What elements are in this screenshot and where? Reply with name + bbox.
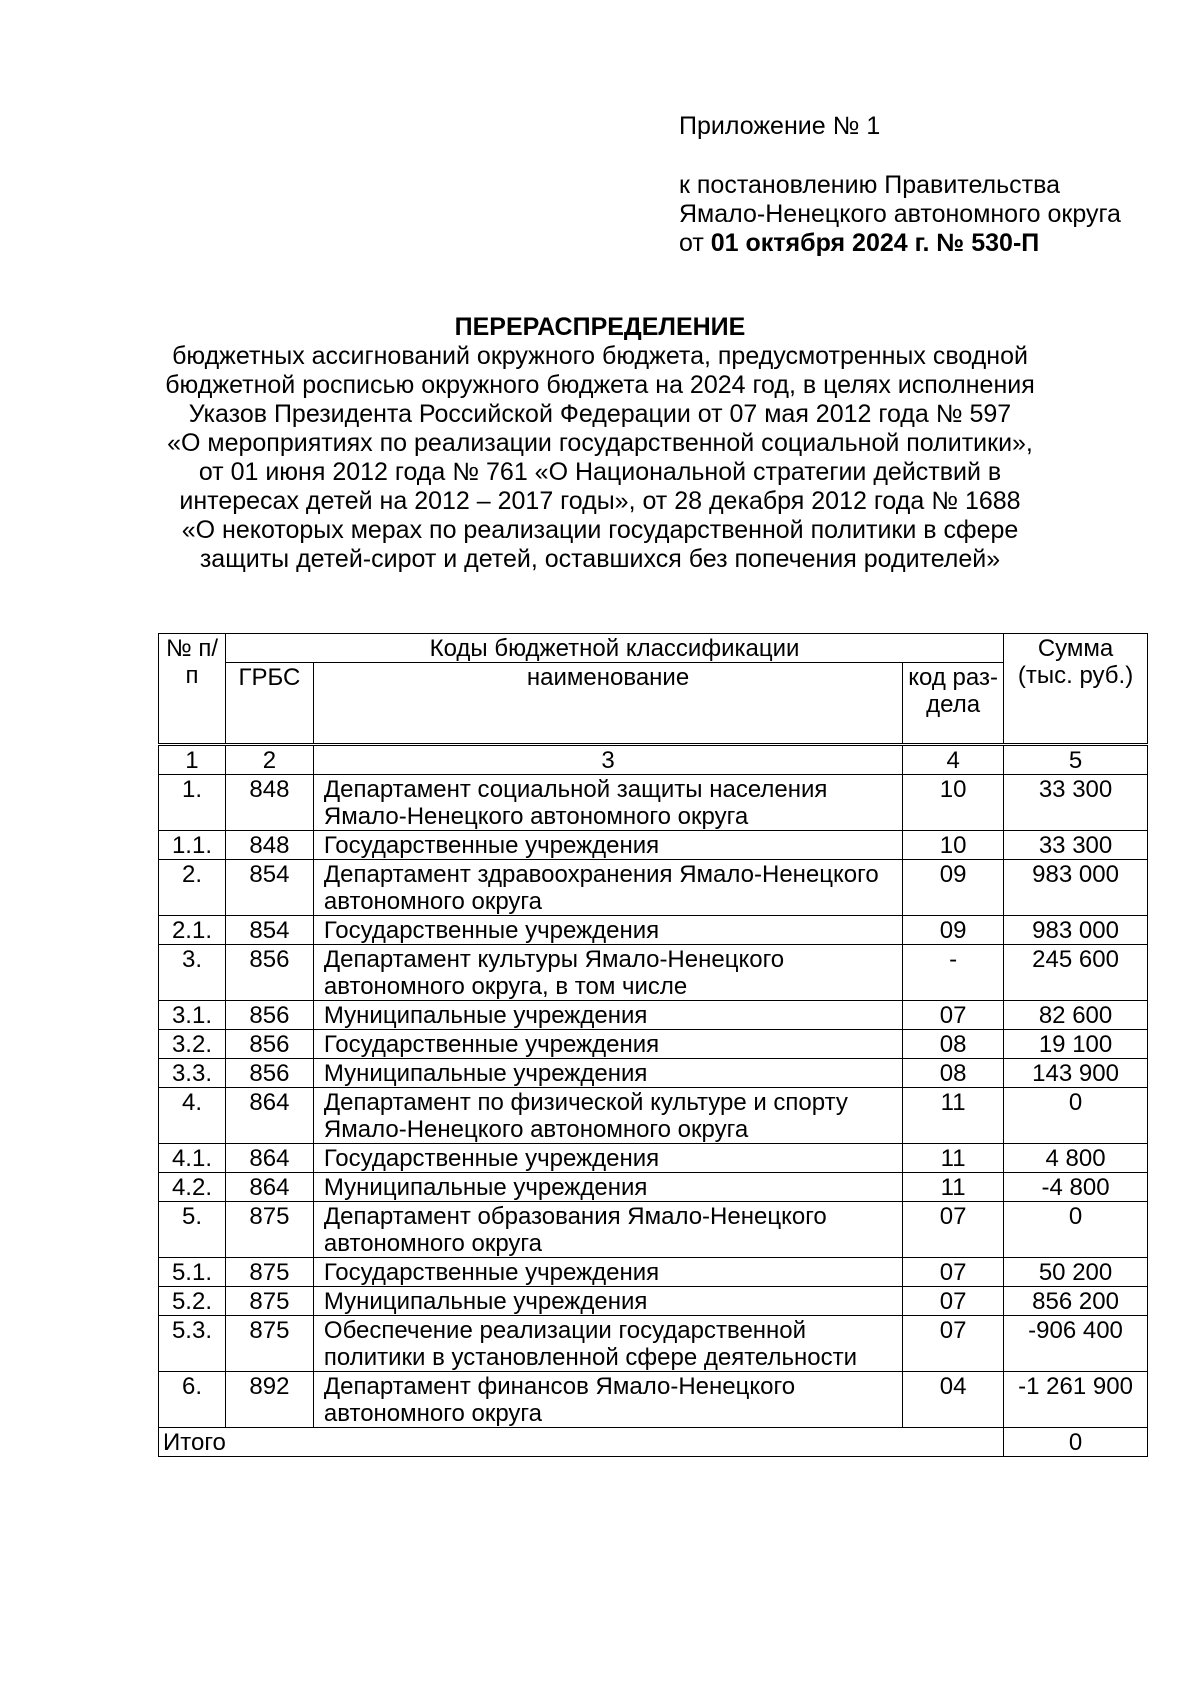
grbs-code: 856 xyxy=(225,1030,313,1059)
row-sum: 856 200 xyxy=(1004,1287,1148,1316)
table-row xyxy=(159,1030,1148,1059)
row-name: Муниципальные учреждения xyxy=(313,1287,902,1316)
row-sum: 33 300 xyxy=(1004,831,1148,860)
row-name: Муниципальные учреждения xyxy=(313,1001,902,1030)
grbs-code: 856 xyxy=(225,945,313,1001)
section-code: 07 xyxy=(903,1287,1004,1316)
section-code: - xyxy=(903,945,1004,1001)
table-row xyxy=(159,860,1148,916)
row-sum: 983 000 xyxy=(1004,916,1148,945)
grbs-code: 875 xyxy=(225,1287,313,1316)
section-code: 07 xyxy=(903,1001,1004,1030)
header-name: наименование xyxy=(313,663,902,745)
heading-line: интересах детей на 2012 – 2017 годы», от 28 декабря 2012 года № 1688 xyxy=(179,487,1021,515)
row-name: Обеспечение реализации государственной политики в установленной сфере деятельности xyxy=(313,1316,902,1372)
row-number: 5.2. xyxy=(159,1287,226,1316)
section-code: 10 xyxy=(903,831,1004,860)
table-row xyxy=(159,1372,1148,1428)
row-name: Государственные учреждения xyxy=(313,1030,902,1059)
column-number-cell: 4 xyxy=(903,745,1004,775)
appendix-block xyxy=(679,112,1121,258)
row-sum: 983 000 xyxy=(1004,860,1148,916)
table-row xyxy=(159,1144,1148,1173)
row-sum: 0 xyxy=(1004,1202,1148,1258)
row-name: Департамент культуры Ямало-Ненецкого автономного округа, в том числе xyxy=(313,945,902,1001)
table-row xyxy=(159,831,1148,860)
appendix-line-2: Ямало-Ненецкого автономного округа xyxy=(679,200,1121,228)
heading-line: бюджетной росписью окружного бюджета на 2024 год, в целях исполнения xyxy=(165,371,1035,399)
row-number: 3.3. xyxy=(159,1059,226,1088)
grbs-code: 864 xyxy=(225,1088,313,1144)
row-name: Государственные учреждения xyxy=(313,831,902,860)
row-name: Государственные учреждения xyxy=(313,1258,902,1287)
heading-line: защиты детей-сирот и детей, оставшихся без попечения родителей» xyxy=(199,545,1001,573)
row-sum: 245 600 xyxy=(1004,945,1148,1001)
column-number-cell: 1 xyxy=(159,745,226,775)
grbs-code: 875 xyxy=(225,1258,313,1287)
grbs-code: 875 xyxy=(225,1316,313,1372)
heading-line: от 01 июня 2012 года № 761 «О Национальной стратегии действий в xyxy=(198,458,1002,486)
table-row xyxy=(159,945,1148,1001)
grbs-code: 892 xyxy=(225,1372,313,1428)
header-sum: Сумма (тыс. руб.) xyxy=(1004,634,1148,745)
grbs-code: 856 xyxy=(225,1001,313,1030)
heading-line: «О некоторых мерах по реализации государственной политики в сфере xyxy=(181,516,1019,544)
grbs-code: 848 xyxy=(225,831,313,860)
row-number: 4. xyxy=(159,1088,226,1144)
header-section: код раз-дела xyxy=(903,663,1004,745)
row-sum: -906 400 xyxy=(1004,1316,1148,1372)
row-sum: 4 800 xyxy=(1004,1144,1148,1173)
section-code: 07 xyxy=(903,1258,1004,1287)
appendix-date-number: 01 октября 2024 г. № 530-П xyxy=(710,229,1040,257)
row-name: Муниципальные учреждения xyxy=(313,1059,902,1088)
row-name: Муниципальные учреждения xyxy=(313,1173,902,1202)
table-row xyxy=(159,775,1148,831)
grbs-code: 854 xyxy=(225,916,313,945)
grbs-code: 856 xyxy=(225,1059,313,1088)
row-number: 5.3. xyxy=(159,1316,226,1372)
table-row xyxy=(159,1202,1148,1258)
table-row xyxy=(159,1173,1148,1202)
row-number: 3. xyxy=(159,945,226,1001)
row-number: 4.1. xyxy=(159,1144,226,1173)
row-number: 5.1. xyxy=(159,1258,226,1287)
heading-text xyxy=(120,342,1080,574)
total-row xyxy=(159,1428,1148,1457)
grbs-code: 864 xyxy=(225,1173,313,1202)
table-row xyxy=(159,1258,1148,1287)
table-row xyxy=(159,1088,1148,1144)
row-sum: 82 600 xyxy=(1004,1001,1148,1030)
row-sum: -1 261 900 xyxy=(1004,1372,1148,1428)
heading-line: «О мероприятиях по реализации государственной социальной политики», xyxy=(167,429,1033,457)
row-number: 6. xyxy=(159,1372,226,1428)
row-number: 5. xyxy=(159,1202,226,1258)
grbs-code: 854 xyxy=(225,860,313,916)
section-code: 09 xyxy=(903,916,1004,945)
section-code: 11 xyxy=(903,1173,1004,1202)
table-row xyxy=(159,1059,1148,1088)
row-sum: -4 800 xyxy=(1004,1173,1148,1202)
row-number: 2.1. xyxy=(159,916,226,945)
table-row xyxy=(159,1316,1148,1372)
section-code: 08 xyxy=(903,1030,1004,1059)
header-codes: Коды бюджетной классификации xyxy=(225,634,1003,663)
row-name: Департамент финансов Ямало-Ненецкого автономного округа xyxy=(313,1372,902,1428)
table-row xyxy=(159,1001,1148,1030)
column-number-cell: 3 xyxy=(313,745,902,775)
section-code: 07 xyxy=(903,1316,1004,1372)
row-sum: 50 200 xyxy=(1004,1258,1148,1287)
row-number: 1. xyxy=(159,775,226,831)
document-heading xyxy=(120,313,1080,574)
appendix-line-1: к постановлению Правительства xyxy=(679,171,1061,199)
section-code: 07 xyxy=(903,1202,1004,1258)
redistribution-table xyxy=(158,633,1148,1457)
table-header-row-2 xyxy=(159,663,1148,745)
section-code: 09 xyxy=(903,860,1004,916)
section-code: 11 xyxy=(903,1088,1004,1144)
total-label: Итого xyxy=(159,1428,1004,1457)
section-code: 08 xyxy=(903,1059,1004,1088)
header-num: № п/п xyxy=(159,634,226,745)
appendix-title: Приложение № 1 xyxy=(679,112,881,140)
row-name: Государственные учреждения xyxy=(313,1144,902,1173)
table-header-row-1 xyxy=(159,634,1148,663)
row-number: 1.1. xyxy=(159,831,226,860)
row-number: 2. xyxy=(159,860,226,916)
column-number-cell: 5 xyxy=(1004,745,1148,775)
row-sum: 0 xyxy=(1004,1088,1148,1144)
section-code: 10 xyxy=(903,775,1004,831)
heading-line: Указов Президента Российской Федерации от 07 мая 2012 года № 597 xyxy=(188,400,1012,428)
table-row xyxy=(159,1287,1148,1316)
heading-line: бюджетных ассигнований окружного бюджета, предусмотренных сводной xyxy=(172,342,1028,370)
header-grbs: ГРБС xyxy=(225,663,313,745)
section-code: 11 xyxy=(903,1144,1004,1173)
row-number: 3.1. xyxy=(159,1001,226,1030)
row-name: Государственные учреждения xyxy=(313,916,902,945)
column-number-cell: 2 xyxy=(225,745,313,775)
row-sum: 33 300 xyxy=(1004,775,1148,831)
row-sum: 143 900 xyxy=(1004,1059,1148,1088)
column-numbers-row xyxy=(159,745,1148,775)
section-code: 04 xyxy=(903,1372,1004,1428)
grbs-code: 864 xyxy=(225,1144,313,1173)
table-row xyxy=(159,916,1148,945)
row-sum: 19 100 xyxy=(1004,1030,1148,1059)
row-number: 3.2. xyxy=(159,1030,226,1059)
row-name: Департамент социальной защиты населения Ямало-Ненецкого автономного округа xyxy=(313,775,902,831)
row-name: Департамент здравоохранения Ямало-Ненецкого автономного округа xyxy=(313,860,902,916)
grbs-code: 875 xyxy=(225,1202,313,1258)
appendix-date xyxy=(679,229,1121,258)
document-title: ПЕРЕРАСПРЕДЕЛЕНИЕ xyxy=(454,313,746,341)
row-number: 4.2. xyxy=(159,1173,226,1202)
row-name: Департамент по физической культуре и спорту Ямало-Ненецкого автономного округа xyxy=(313,1088,902,1144)
row-name: Департамент образования Ямало-Ненецкого автономного округа xyxy=(313,1202,902,1258)
grbs-code: 848 xyxy=(225,775,313,831)
appendix-date-prefix: от xyxy=(679,229,704,257)
total-sum: 0 xyxy=(1004,1428,1148,1457)
